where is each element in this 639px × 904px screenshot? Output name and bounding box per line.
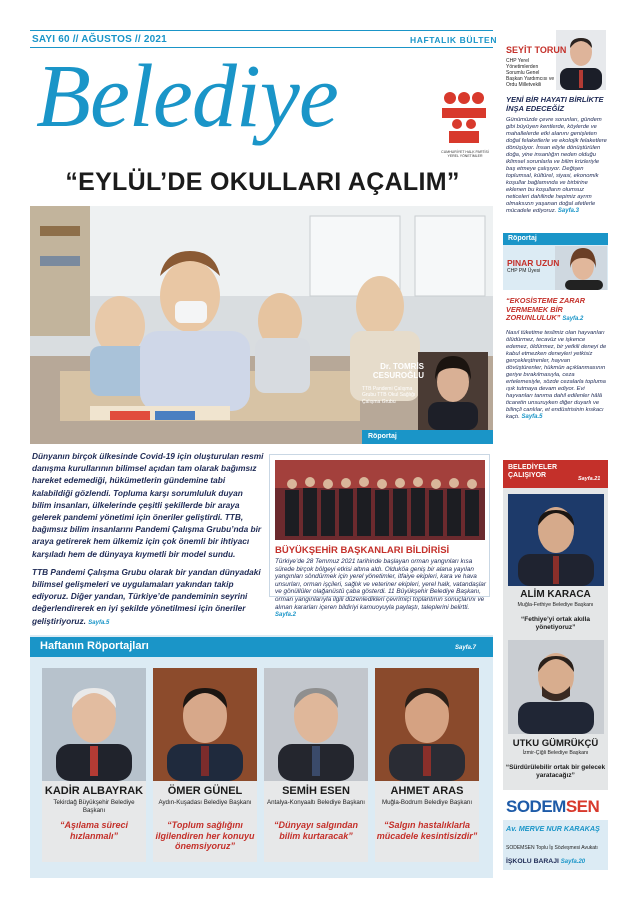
interview-card[interactable]	[264, 668, 368, 862]
mayor-quote: “Aşılama süreci hızlanmalı”	[59, 820, 129, 841]
mayor-name: ALİM KARACA	[520, 589, 591, 600]
lead-article	[32, 450, 264, 635]
sodemsen-logo-a: SODEM	[506, 797, 566, 816]
page-ref[interactable]: Sayfa.2	[275, 612, 297, 619]
page-ref[interactable]: Sayfa.21	[578, 476, 601, 482]
municipalities-title: BELEDİYELER ÇALIŞIYOR	[508, 464, 558, 479]
column-text	[506, 117, 608, 215]
eco-headline	[506, 297, 608, 324]
mayor-photo	[153, 668, 257, 781]
interview-card[interactable]	[375, 668, 479, 862]
masthead-title: Belediye	[36, 47, 338, 146]
page-ref[interactable]: Sayfa.20	[560, 859, 586, 865]
doctor-photo	[418, 352, 488, 430]
summit-text	[275, 558, 487, 620]
mayor-quote: “Toplum sağlığını ilgilendiren her konuyu önemsiyoruz”	[155, 820, 255, 851]
interview-card[interactable]	[42, 668, 146, 862]
column-headline: YENİ BİR HAYATI BİRLİKTE İNŞA EDECEĞİZ	[506, 95, 604, 113]
pinar-uzun-photo	[555, 246, 607, 290]
mayor-role: Antalya-Konyaaltı Belediye Başkanı	[266, 799, 366, 806]
lead-paragraph-2-text: TTB Pandemi Çalışma Grubu olarak bir yandan dünyadaki bilimsel gelişmeleri ve uygulamaları yakından takip ediyoruz. Diğer yandan, Türkiye’de pandeminin seyrini değerlendirerek en iyi şekilde yönetilmesi için öneriler geliştiriyoruz.	[32, 566, 261, 626]
chp-logo	[438, 88, 490, 150]
summit-photo	[275, 460, 485, 540]
page-ref[interactable]: Sayfa.3	[557, 208, 579, 214]
lawyer-name: Av. MERVE NUR KARAKAŞ	[506, 824, 600, 833]
mayor-name: ÖMER GÜNEL	[167, 785, 243, 797]
mayor-role: İzmir-Çiğli Belediye Başkanı	[522, 750, 589, 756]
lead-paragraph: Dünyanın birçok ülkesinde Covid-19 için oluşturulan resmi danışma kurullarının bilimsel açıdan tam olarak bağımsız hareket edemediği, hükümetlerin gündemine tabi kalabildiği gözlendi. Topluma karşı sorumluluk duyan bilim insanları, ülkelerinde çeşitli şekillerde bir araya gelerek pandemi yönetimi için öneriler geliştirdi. TTB, bağımsız bilim insanlarını Pandemi Çalışma Grubu’nda bir araya getirerek hem ülkemiz için çok önemli bir ihtiyacı karşıladı hem de dünyaya kıymetli bir model sundu.	[32, 451, 264, 559]
doctor-name: Dr. TOMRİS CESUROĞLU	[372, 362, 424, 380]
summit-body: Türkiye’de 28 Temmuz 2021 tarihinde başlayan orman yangınları kısa sürede birçok bölgeyi etkisi altına aldı. Olduköa geniş bir alana yayılan yangınları söndürmek için yerel yönetimler, itfaiye ekipleri, kara ve hava unsurları, orman işçileri, sağlık ve veteriner ekipleri, yerel halk, vatandaşlar ve gönüllüler olağanüstü çaba gösterdi. 11 Büyükşehir Belediye Başkanı, orman yangınlarıyla ilgili düzenledikleri çevrimiçi toplantının sonuçlarını ve alınan kararları içeren bildiriyi kamuoyuyla paylaştı, taleplerini belirtti.	[275, 558, 486, 611]
eco-body: Nasıl tüketime teslimiz olan hayvanları ölüdürmez, tecavüz ve işkence edemez, öldürmez, bir yetkili deneyi de kabul etmezken deneyleri yetkisiz gerçekleştirenler, hayvan dövüştürenler, hükmün açıklanmasının geriye bırakılmasıyla, ceza ertelemesiyle, sözde cezalarla topluma ışık tutmaya devam ediyor. Evi hayvanları tanıma dahil edilenler hâlâ ticaretin unsuruyken diğer duyarlı ve bilinçli canlılar, et endüstrisinin kıskacı kaçtı.	[506, 330, 607, 420]
mayor-name: SEMİH ESEN	[282, 785, 350, 797]
weekly-label: HAFTALIK BÜLTEN	[410, 35, 498, 45]
columnist-role: CHP Yerel Yönetimlerden Sorumlu Genel Başkan Yardımcısı ve Ordu Milletvekili	[506, 58, 555, 88]
mayor-quote: “Sürdürülebilir ortak bir gelecek yaratacağız”	[505, 764, 606, 779]
eco-headline-text: “EKOSİSTEME ZARAR VERMEMEK BİR ZORUNLULUK”	[506, 296, 586, 323]
pinar-role: CHP PM Üyesi	[507, 268, 541, 274]
mayor-photo	[264, 668, 368, 781]
interview-tag: Röportaj	[503, 233, 608, 245]
alim-karaca-photo	[508, 494, 604, 586]
eco-text	[506, 330, 608, 421]
mayor-role: Muğla-Bodrum Belediye Başkanı	[381, 799, 473, 806]
issue-info: SAYI 60 // AĞUSTOS // 2021	[32, 34, 167, 45]
columnist-name: SEYİT TORUN	[506, 45, 567, 55]
mayor-quote: “Salgın hastalıklarla mücadele kesintisizdir”	[376, 820, 478, 841]
doctor-title: TTB Pandemi Çalışma Grubu TTB Okul Sağlığı Çalışma Grubu	[362, 386, 416, 405]
headline: “EYLÜL’DE OKULLARI AÇALIM”	[65, 168, 460, 196]
mayor-role: Aydın-Kuşadası Belediye Başkanı	[158, 799, 252, 806]
sodemsen-logo-b: SEN	[565, 797, 600, 816]
seyit-torun-photo	[556, 30, 606, 90]
barrier-text: İŞKOLU BARAJI	[506, 858, 559, 865]
interview-tag: Röportaj	[362, 430, 493, 444]
page-ref[interactable]: Sayfa.7	[455, 645, 477, 651]
mayor-photo	[375, 668, 479, 781]
mayor-quote: “Dünyayı salgından bilim kurtaracak”	[273, 820, 359, 841]
sodemsen-logo	[506, 797, 599, 817]
lead-paragraph-2	[32, 566, 264, 629]
utku-gumrukcu-photo	[508, 640, 604, 734]
page-ref[interactable]: Sayfa.5	[88, 619, 110, 626]
summit-title: BÜYÜKŞEHİR BAŞKANLARI BİLDİRİSİ	[275, 545, 450, 556]
mayor-name: UTKU GÜMRÜKÇÜ	[512, 738, 599, 749]
mayor-role: Muğla-Fethiye Belediye Başkanı	[517, 602, 594, 608]
mayor-role: Tekirdağ Büyükşehir Belediye Başkanı	[53, 799, 135, 814]
mayor-name: KADİR ALBAYRAK	[44, 785, 144, 797]
logo-caption: CUMHURİYET HALK PARTİSİ YEREL YÖNETİMLER	[441, 150, 489, 159]
column-body: Günümüzde çevre sorunları, gündem gibi büyüyen kentlerde, köylerde ve mahallelerde etki alanını genişleten doğal felaketlerle ve ekolojik felaketlere dönüşüyor. İnsan eliyle dönüştürülen doğa, yine insanlığın neden olduğu iklimsel sorunlarla ve bilim krizleriyle baş etmeye çalışıyor. Değişen toplumsal, kültürel, siyasi, ekonomik koşullar bağlamında ve birbirine eklenen bu koşulların olumsuz neticeleri dahilinde hepimiz ayrım olmaksızın yaşanan doğal afetlerle mücadele ediyoruz.	[506, 117, 607, 214]
page-ref[interactable]: Sayfa.2	[562, 316, 584, 323]
interviews-title: Haftanın Röportajları	[40, 640, 149, 652]
mayor-quote: “Fethiye’yi ortak akılla yönetiyoruz”	[520, 616, 590, 631]
pinar-name: PINAR UZUN	[507, 258, 560, 268]
mayor-name: AHMET ARAS	[390, 785, 464, 797]
mayor-photo	[42, 668, 146, 781]
lawyer-role: SODEMSEN Toplu İş Sözleşmesi Avukatı	[506, 845, 598, 851]
page-ref[interactable]: Sayfa.5	[521, 414, 543, 420]
barrier-title	[506, 858, 585, 865]
interview-card[interactable]	[153, 668, 257, 862]
